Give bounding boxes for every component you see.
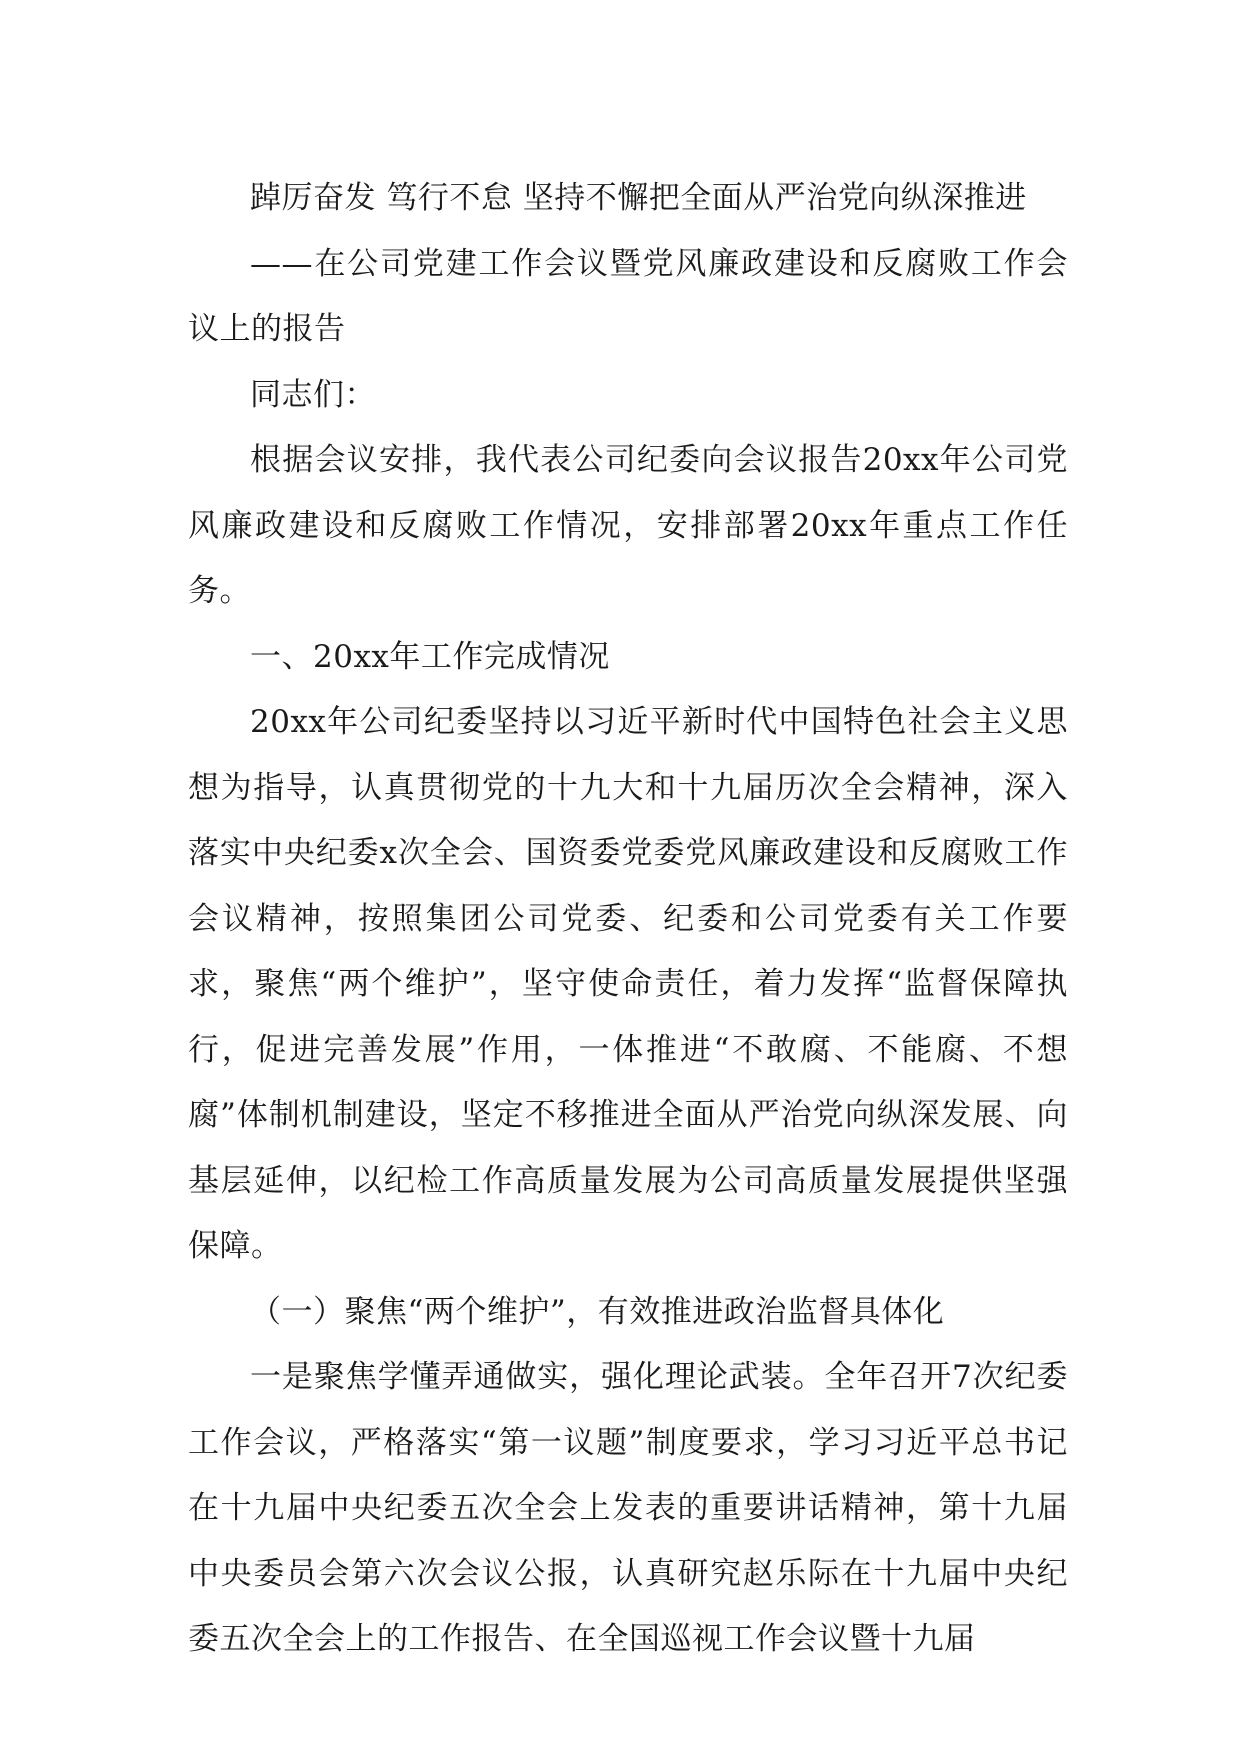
document-body [188,166,1068,1673]
paragraph-summary: 20xx年公司纪委坚持以习近平新时代中国特色社会主义思想为指导，认真贯彻党的十九大和十九届历次全会精神，深入落实中央纪委x次全会、国资委党委党风廉政建设和反腐败工作会议精神，按照集团公司党委、纪委和公司党委有关工作要求，聚焦“两个维护”，坚守使命责任，着力发挥“监督保障执行，促进完善发展”作用，一体推进“不敢腐、不能腐、不想腐”体制机制建设，坚定不移推进全面从严治党向纵深发展、向基层延伸，以纪检工作高质量发展为公司高质量发展提供坚强保障。 [188,704,1068,1264]
salutation: 同志们： [250,376,376,413]
document-title: 踔厉奋发 笃行不怠 坚持不懈把全面从严治党向纵深推进 [250,180,1027,216]
document-subtitle: ——在公司党建工作会议暨党风廉政建设和反腐败工作会议上的报告 [188,245,1068,347]
section-heading-1: 一、20xx年工作完成情况 [250,638,610,675]
subsection-heading-1: （一）聚焦“两个维护”，有效推进政治监督具体化 [250,1293,945,1330]
paragraph-intro: 根据会议安排，我代表公司纪委向会议报告20xx年公司党风廉政建设和反腐败工作情况，安排部署20xx年重点工作任务。 [188,442,1068,609]
paragraph-point-1: 一是聚焦学懂弄通做实，强化理论武装。全年召开7次纪委工作会议，严格落实“第一议题”制度要求，学习习近平总书记在十九届中央纪委五次全会上发表的重要讲话精神，第十九届中央委员会第六次会议公报，认真研究赵乐际在十九届中央纪委五次全会上的工作报告、在全国巡视工作会议暨十九届 [188,1359,1068,1657]
